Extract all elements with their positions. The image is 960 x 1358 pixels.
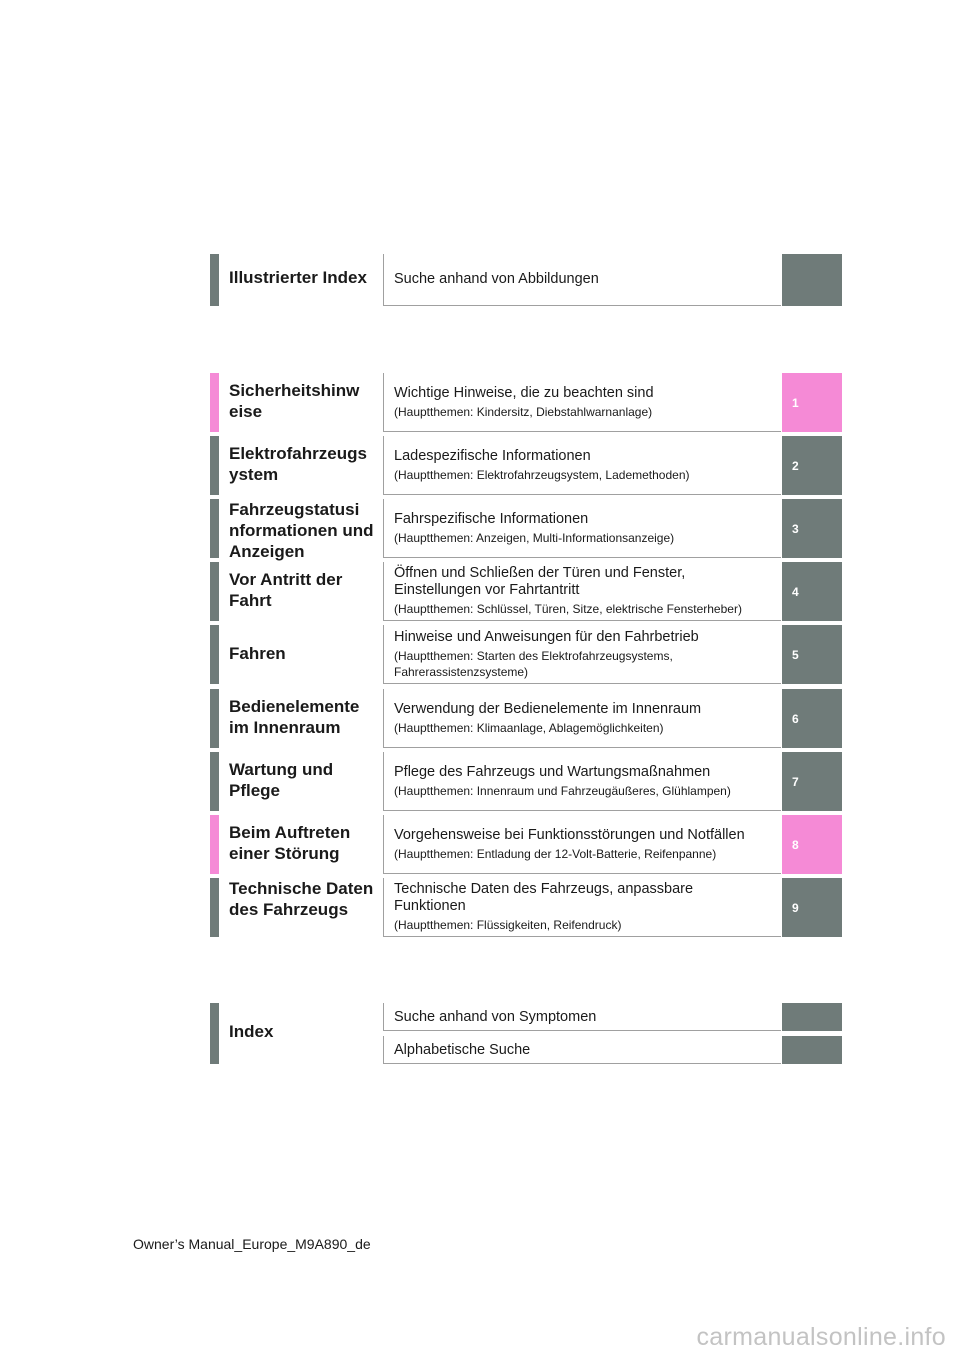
chapter-tab-number: 6 — [782, 689, 842, 748]
index-item-alphabetical-tab — [782, 1036, 842, 1064]
chapter-desc-main: Verwendung der Bedienelemente im Innenraum — [394, 700, 702, 717]
accent-bar — [210, 436, 219, 495]
chapter-desc — [383, 752, 781, 811]
accent-bar — [210, 254, 219, 306]
chapter-desc — [383, 625, 781, 684]
chapter-tab-number: 9 — [782, 878, 842, 937]
chapter-tab-number: 4 — [782, 562, 842, 621]
chapter-desc — [383, 373, 781, 432]
chapter-desc-sub: (Hauptthemen: Innenraum und Fahrzeugäußeres, Glühlampen) — [394, 783, 731, 798]
accent-bar — [210, 689, 219, 748]
chapter-title: Wartung und Pflege — [229, 760, 334, 800]
chapter-tab-number: 3 — [782, 499, 842, 558]
chapter-title: Elektrofahrzeugs ystem — [229, 444, 367, 484]
chapter-title: Fahrzeugstatusi nformationen und Anzeigen — [229, 500, 374, 561]
chapter-row-9[interactable] — [210, 878, 842, 937]
illustrated-index-desc — [383, 254, 781, 306]
chapter-desc-sub: (Hauptthemen: Entladung der 12-Volt-Batterie, Reifenpanne) — [394, 846, 717, 861]
chapter-desc-main: Öffnen und Schließen der Türen und Fenster, Einstellungen vor Fahrtantritt — [394, 565, 686, 598]
chapter-desc-main: Hinweise und Anweisungen für den Fahrbetrieb — [394, 628, 699, 645]
chapter-desc — [383, 878, 781, 937]
chapter-tab-number: 8 — [782, 815, 842, 874]
chapter-desc-main: Pflege des Fahrzeugs und Wartungsmaßnahmen — [394, 763, 711, 780]
chapter-row-8[interactable] — [210, 815, 842, 874]
illustrated-index-title: Illustrierter Index — [229, 268, 367, 287]
chapter-desc-sub: (Hauptthemen: Flüssigkeiten, Reifendruck) — [394, 918, 622, 932]
chapter-desc-sub: (Hauptthemen: Schlüssel, Türen, Sitze, elektrische Fensterheber) — [394, 602, 742, 616]
chapter-desc-sub: (Hauptthemen: Kindersitz, Diebstahlwarnanlage) — [394, 404, 653, 419]
accent-bar — [210, 878, 219, 937]
chapter-desc-main: Wichtige Hinweise, die zu beachten sind — [394, 384, 654, 401]
chapter-tab-number: 2 — [782, 436, 842, 495]
chapter-desc-sub: (Hauptthemen: Elektrofahrzeugsystem, Lademethoden) — [394, 467, 690, 482]
chapter-row-7[interactable] — [210, 752, 842, 811]
chapter-row-4[interactable] — [210, 562, 842, 621]
chapter-tab-number: 1 — [782, 373, 842, 432]
index-section — [210, 1003, 842, 1064]
chapter-desc — [383, 562, 781, 621]
illustrated-index-row[interactable] — [210, 254, 842, 306]
chapter-desc-main: Fahrspezifische Informationen — [394, 510, 589, 527]
chapter-title: Bedienelemente im Innenraum — [229, 697, 360, 737]
chapter-title: Beim Auftreten einer Störung — [229, 823, 351, 863]
chapter-title: Vor Antritt der Fahrt — [229, 570, 343, 610]
accent-bar — [210, 499, 219, 558]
illustrated-index-desc-text: Suche anhand von Abbildungen — [394, 271, 599, 287]
accent-bar — [210, 1003, 219, 1064]
chapter-tab-number: 7 — [782, 752, 842, 811]
accent-bar — [210, 625, 219, 684]
chapter-desc-main: Ladespezifische Informationen — [394, 447, 591, 464]
chapter-row-5[interactable] — [210, 625, 842, 684]
watermark: carmanualsonline.info — [696, 1323, 946, 1351]
chapter-desc — [383, 815, 781, 874]
footer-manual-id: Owner’s Manual_Europe_M9A890_de — [133, 1236, 371, 1252]
chapter-desc-main: Technische Daten des Fahrzeugs, anpassbare Funktionen — [394, 881, 694, 914]
chapter-row-2[interactable] — [210, 436, 842, 495]
chapter-title: Sicherheitshinw eise — [229, 381, 360, 421]
chapter-row-3[interactable] — [210, 499, 842, 561]
accent-bar — [210, 752, 219, 811]
chapter-title: Technische Daten des Fahrzeugs — [229, 879, 374, 919]
chapter-desc-sub: (Hauptthemen: Starten des Elektrofahrzeugsystems, Fahrerassistenzsysteme) — [394, 648, 673, 679]
accent-bar — [210, 373, 219, 432]
illustrated-index-tab — [782, 254, 842, 306]
chapter-desc-sub: (Hauptthemen: Anzeigen, Multi-Informationsanzeige) — [394, 530, 675, 545]
index-item-symptoms-tab — [782, 1003, 842, 1031]
index-title: Index — [229, 1022, 274, 1041]
chapter-desc — [383, 499, 781, 558]
chapter-desc — [383, 436, 781, 495]
chapter-tab-number: 5 — [782, 625, 842, 684]
chapter-desc-sub: (Hauptthemen: Klimaanlage, Ablagemöglichkeiten) — [394, 720, 664, 735]
accent-bar — [210, 815, 219, 874]
chapter-desc — [383, 689, 781, 748]
chapter-row-6[interactable] — [210, 689, 842, 748]
accent-bar — [210, 562, 219, 621]
index-item-alphabetical[interactable]: Alphabetische Suche — [383, 1036, 781, 1064]
chapter-desc-main: Vorgehensweise bei Funktionsstörungen und Notfällen — [394, 826, 745, 843]
chapter-title: Fahren — [229, 644, 286, 663]
chapter-row-1[interactable] — [210, 373, 842, 432]
index-item-symptoms[interactable]: Suche anhand von Symptomen — [383, 1003, 781, 1031]
